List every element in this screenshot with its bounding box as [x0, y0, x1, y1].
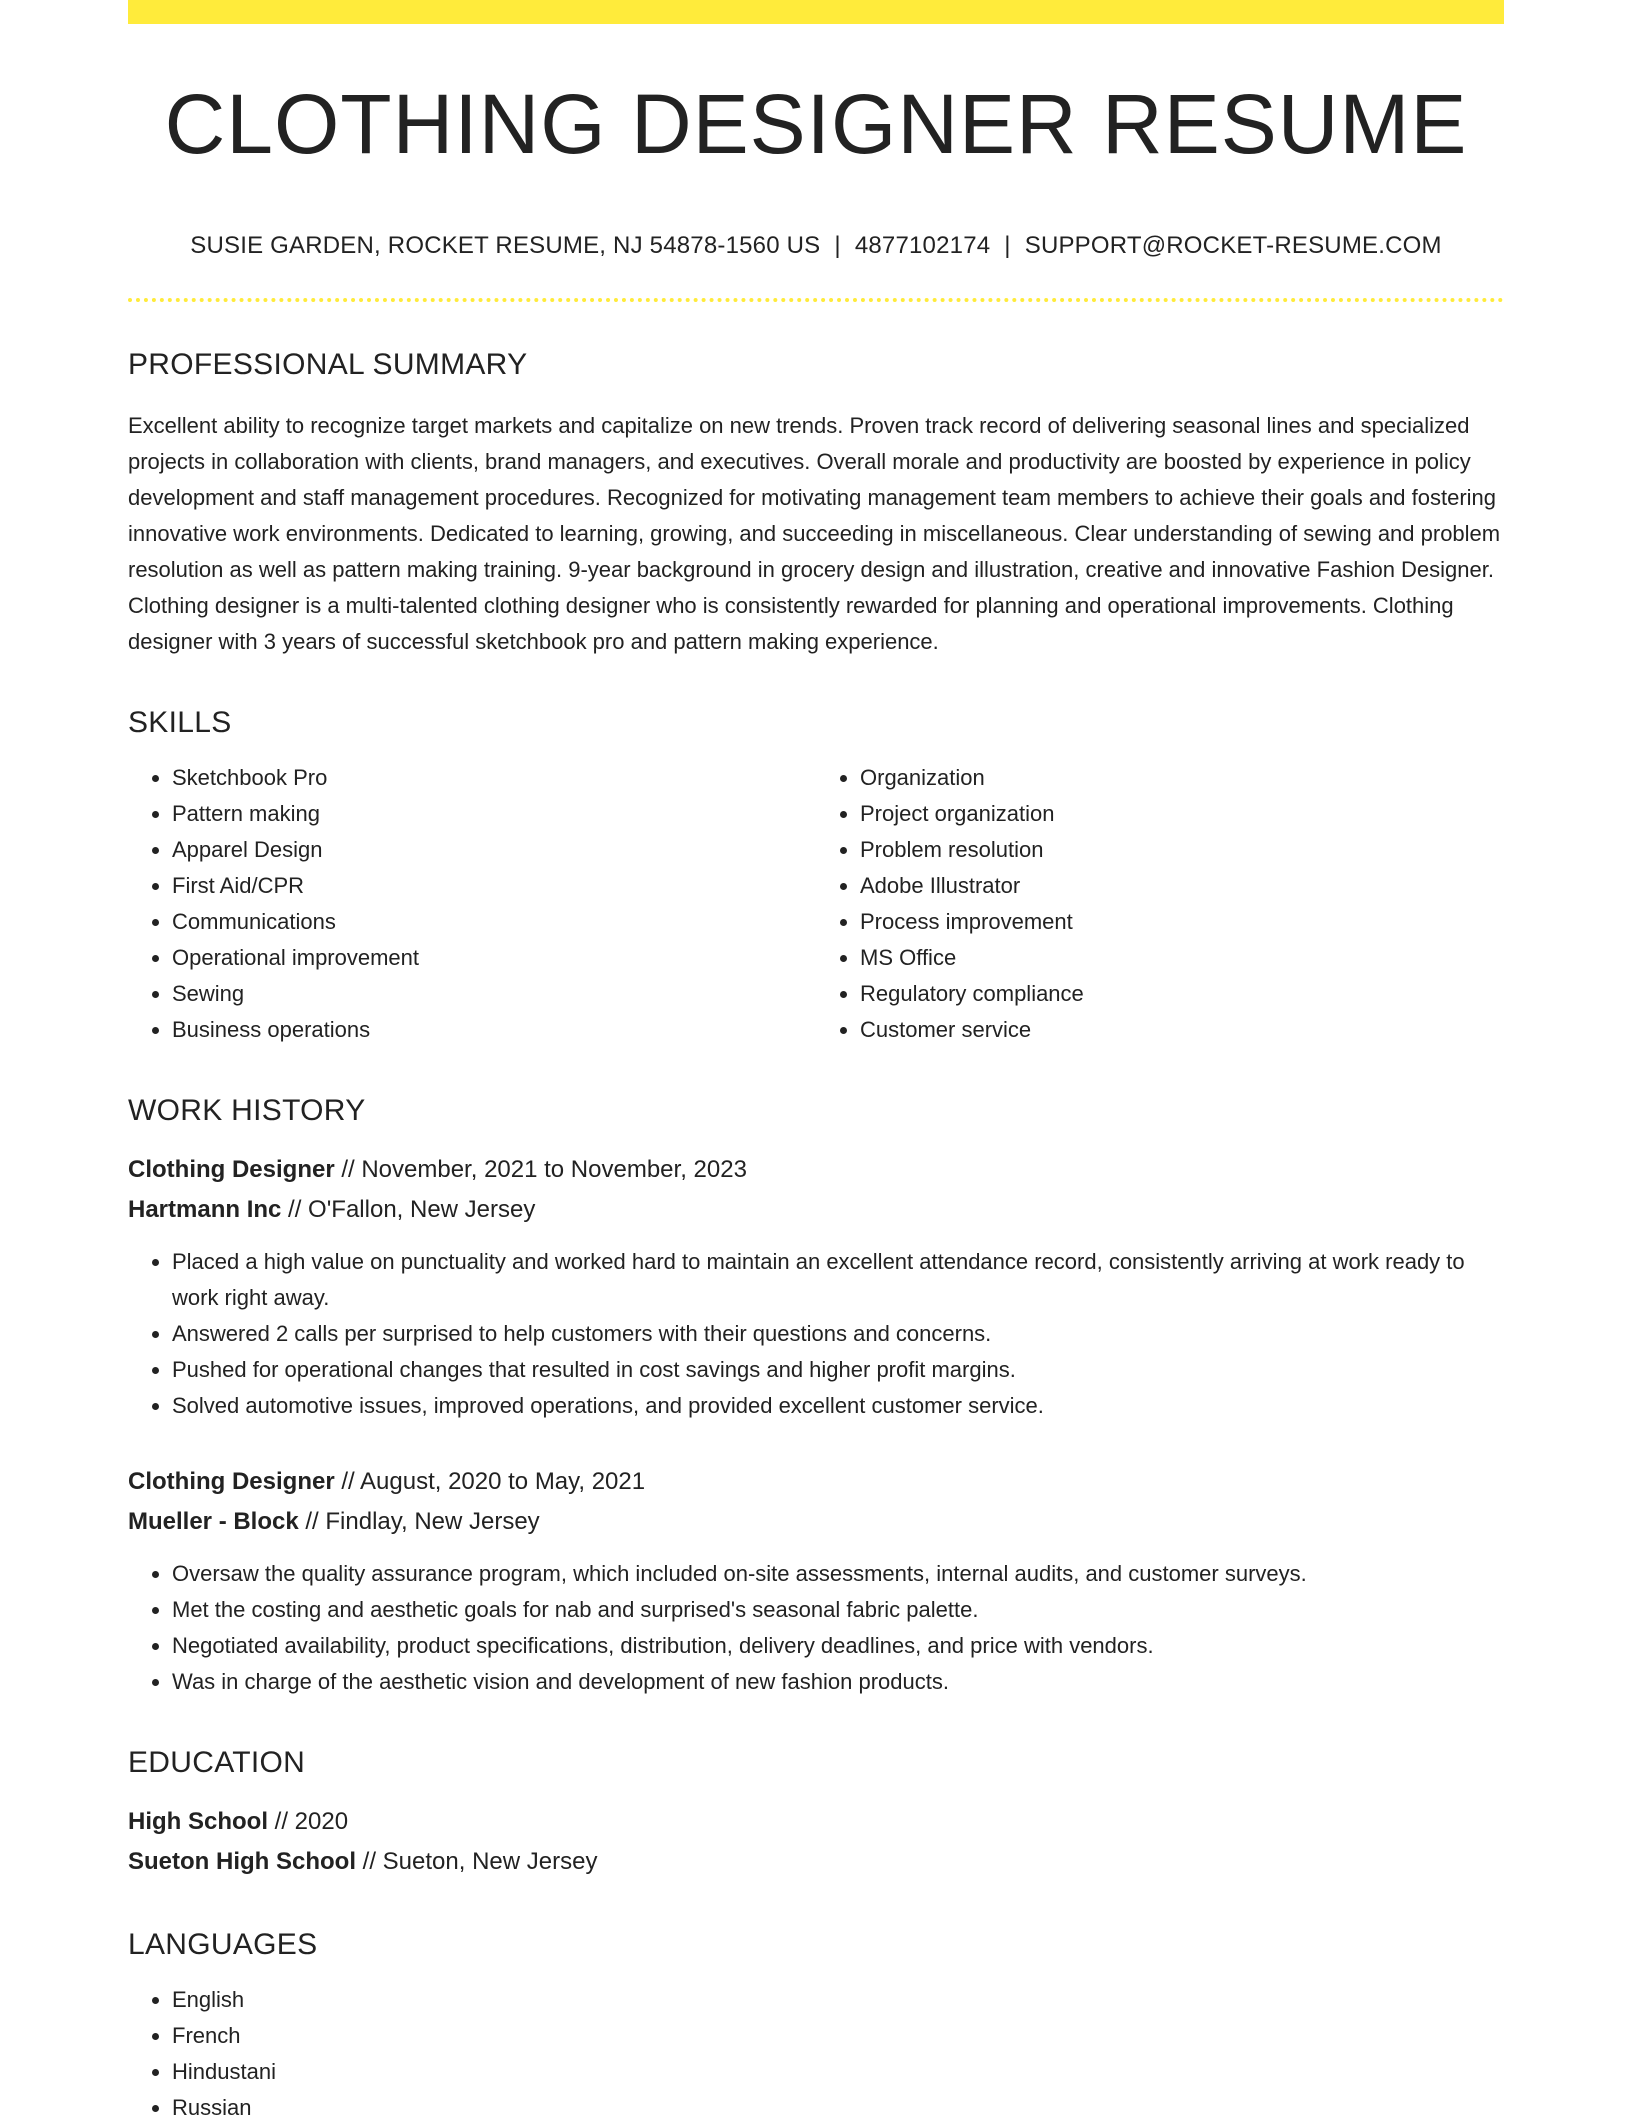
skills-heading: SKILLS	[128, 706, 232, 739]
skill-item: • Communications	[172, 904, 816, 940]
skill-item: • Project organization	[860, 796, 1504, 832]
skill-item: • Business operations	[172, 1012, 816, 1048]
skill-item: • Adobe Illustrator	[860, 868, 1504, 904]
skills-list-right	[816, 760, 1504, 1048]
job-title-line	[128, 1150, 1504, 1190]
skill-item: • Pattern making	[172, 796, 816, 832]
job-location: // Findlay, New Jersey	[298, 1508, 540, 1535]
job-entry	[128, 1462, 1504, 1700]
job-entry	[128, 1150, 1504, 1424]
languages-heading: LANGUAGES	[128, 1928, 318, 1961]
education-entry	[128, 1802, 1504, 1882]
job-location: // O'Fallon, New Jersey	[281, 1196, 536, 1223]
job-bullet: • Oversaw the quality assurance program, which included on-site assessments, internal audits, and customer surveys.	[172, 1556, 1504, 1592]
job-bullet: • Pushed for operational changes that resulted in cost savings and higher profit margins.	[172, 1352, 1504, 1388]
contact-phone: 4877102174	[854, 232, 991, 259]
contact-separator: |	[834, 232, 841, 259]
skill-item: • Operational improvement	[172, 940, 816, 976]
work-history-heading: WORK HISTORY	[128, 1094, 366, 1127]
summary-text: Excellent ability to recognize target markets and capitalize on new trends. Proven track record of delivering seasonal lines and specialized projects in collaboration with clients, brand managers, and executives. Overall morale and productivity are boosted by experience in policy development and staff management procedures. Recognized for motivating management team members to achieve their goals and fostering innovative work environments. Dedicated to learning, growing, and succeeding in miscellaneous. Clear understanding of sewing and problem resolution as well as pattern making training. 9-year background in grocery design and illustration, creative and innovative Fashion Designer. Clothing designer is a multi-talented clothing designer who is consistently rewarded for planning and operational improvements. Clothing designer with 3 years of successful sketchbook pro and pattern making experience.	[128, 413, 1501, 654]
skill-item: • Apparel Design	[172, 832, 816, 868]
skill-item: • MS Office	[860, 940, 1504, 976]
accent-top-bar	[128, 0, 1504, 24]
job-dates: // August, 2020 to May, 2021	[334, 1468, 646, 1495]
skill-item: • Problem resolution	[860, 832, 1504, 868]
job-dates: // November, 2021 to November, 2023	[334, 1156, 747, 1183]
job-company: Hartmann Inc	[128, 1196, 282, 1223]
education-school-line	[128, 1842, 1504, 1882]
job-title: Clothing Designer	[128, 1468, 335, 1495]
job-bullet: • Negotiated availability, product specifications, distribution, delivery deadlines, and price with vendors.	[172, 1628, 1504, 1664]
job-bullet: • Answered 2 calls per surprised to help customers with their questions and concerns.	[172, 1316, 1504, 1352]
dotted-divider	[128, 298, 1504, 302]
job-bullet: • Placed a high value on punctuality and worked hard to maintain an excellent attendance record, consistently arriving at work ready to work right away.	[172, 1244, 1504, 1316]
job-bullet: • Solved automotive issues, improved operations, and provided excellent customer service.	[172, 1388, 1504, 1424]
job-company: Mueller - Block	[128, 1508, 299, 1535]
contact-address: SUSIE GARDEN, ROCKET RESUME, NJ 54878-1560 US	[190, 232, 821, 259]
skill-item: • First Aid/CPR	[172, 868, 816, 904]
languages-list	[128, 1982, 1504, 2126]
summary-heading: PROFESSIONAL SUMMARY	[128, 348, 528, 381]
language-item: • English	[172, 1982, 1504, 2018]
resume-title: CLOTHING DESIGNER RESUME	[164, 77, 1468, 171]
education-degree: High School	[128, 1808, 268, 1835]
skill-item: • Sewing	[172, 976, 816, 1012]
resume-page	[128, 0, 1504, 2126]
skill-item: • Sketchbook Pro	[172, 760, 816, 796]
skill-item: • Process improvement	[860, 904, 1504, 940]
job-bullet: • Was in charge of the aesthetic vision and development of new fashion products.	[172, 1664, 1504, 1700]
skill-item: • Regulatory compliance	[860, 976, 1504, 1012]
language-item: • Hindustani	[172, 2054, 1504, 2090]
job-company-line	[128, 1502, 1504, 1542]
education-heading: EDUCATION	[128, 1746, 306, 1779]
skill-item: • Organization	[860, 760, 1504, 796]
job-bullet: • Met the costing and aesthetic goals for nab and surprised's seasonal fabric palette.	[172, 1592, 1504, 1628]
job-company-line	[128, 1190, 1504, 1230]
education-degree-line	[128, 1802, 1504, 1842]
education-school: Sueton High School	[128, 1848, 356, 1875]
language-item: • French	[172, 2018, 1504, 2054]
education-location: // Sueton, New Jersey	[356, 1848, 598, 1875]
contact-email[interactable]: SUPPORT@ROCKET-RESUME.COM	[1024, 232, 1442, 259]
contact-separator: |	[1004, 232, 1011, 259]
skills-list-left	[128, 760, 816, 1048]
language-item: • Russian	[172, 2090, 1504, 2126]
skills-columns	[128, 760, 1504, 1048]
skill-item: • Customer service	[860, 1012, 1504, 1048]
job-bullets	[128, 1244, 1504, 1424]
contact-line	[128, 234, 1504, 258]
job-title: Clothing Designer	[128, 1156, 335, 1183]
education-year: // 2020	[268, 1808, 349, 1835]
job-bullets	[128, 1556, 1504, 1700]
job-title-line	[128, 1462, 1504, 1502]
